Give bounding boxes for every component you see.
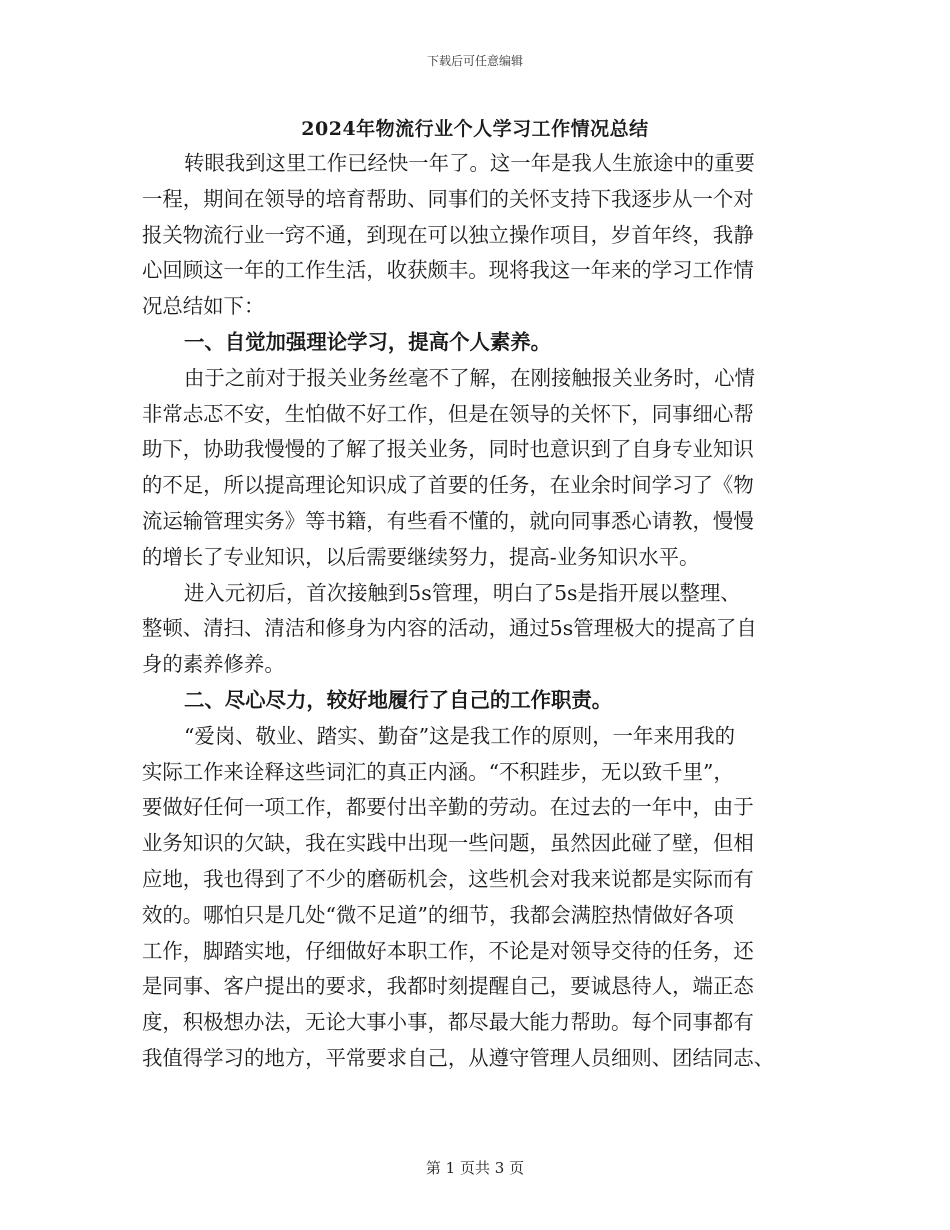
- paragraph-line: 心回顾这一年的工作生活，收获颇丰。现将我这一年来的学习工作情: [142, 258, 754, 283]
- paragraph-line: 工作，脚踏实地，仔细做好本职工作，不论是对领导交待的任务，还: [142, 938, 754, 963]
- document-title: 2024年物流行业个人学习工作情况总结: [301, 118, 649, 140]
- paragraph-line: 的不足，所以提高理论知识成了首要的任务，在业余时间学习了《物: [142, 473, 754, 498]
- paragraph-line: 一程，期间在领导的培育帮助、同事们的关怀支持下我逐步从一个对: [142, 186, 754, 211]
- paragraph-line: 要做好任何一项工作，都要付出辛勤的劳动。在过去的一年中，由于: [142, 795, 754, 820]
- section-heading: 一、自觉加强理论学习，提高个人素养。: [184, 329, 552, 354]
- paragraph-line: 由于之前对于报关业务丝毫不了解，在刚接触报关业务时，心情: [184, 365, 755, 390]
- paragraph-line: 是同事、客户提出的要求，我都时刻提醒自己，要诚恳待人，端正态: [142, 974, 754, 999]
- paragraph-line: 的增长了专业知识，以后需要继续努力，提高-业务知识水平。: [142, 544, 700, 569]
- paragraph-line: 非常忐忑不安，生怕做不好工作，但是在领导的关怀下，同事细心帮: [142, 401, 754, 426]
- paragraph-line: 进入元初后，首次接触到5s管理，明白了5s是指开展以整理、: [184, 580, 741, 605]
- paragraph-line: 应地，我也得到了不少的磨砺机会，这些机会对我来说都是实际而有: [142, 866, 754, 891]
- paragraph-line: 况总结如下：: [142, 294, 265, 319]
- document-body: [142, 146, 798, 1077]
- page-header-note: 下载后可任意编辑: [426, 54, 523, 68]
- paragraph-line: 转眼我到这里工作已经快一年了。这一年是我人生旅途中的重要: [184, 151, 755, 175]
- paragraph-line: 流运输管理实务》等书籍，有些看不懂的，就向同事悉心请教，慢慢: [142, 508, 754, 533]
- paragraph-line: 整顿、清扫、清洁和修身为内容的活动，通过5s管理极大的提高了自: [142, 616, 757, 641]
- section-heading: 二、尽心尽力，较好地履行了自己的工作职责。: [184, 687, 613, 712]
- paragraph-line: 报关物流行业一窍不通，到现在可以独立操作项目，岁首年终，我静: [142, 222, 754, 247]
- paragraph-line: 我值得学习的地方，平常要求自己，从遵守管理人员细则、团结同志、: [142, 1045, 775, 1070]
- paragraph-line: 身的素养修养。: [142, 652, 285, 677]
- paragraph-line: 度，积极想办法，无论大事小事，都尽最大能力帮助。每个同事都有: [142, 1010, 754, 1035]
- paragraph-line: 业务知识的欠缺，我在实践中出现一些问题，虽然因此碰了壁，但相: [142, 831, 754, 856]
- page-number: 第 1 页共 3 页: [425, 1159, 525, 1177]
- paragraph-line: 助下，协助我慢慢的了解了报关业务，同时也意识到了自身专业知识: [142, 437, 754, 462]
- paragraph-line: “爱岗、敬业、踏实、勤奋”这是我工作的原则，一年来用我的: [184, 723, 736, 748]
- paragraph-line: 效的。哪怕只是几处“微不足道”的细节，我都会满腔热情做好各项: [142, 902, 734, 927]
- paragraph-line: 实际工作来诠释这些词汇的真正内涵。“不积跬步，无以致千里”，: [142, 759, 734, 784]
